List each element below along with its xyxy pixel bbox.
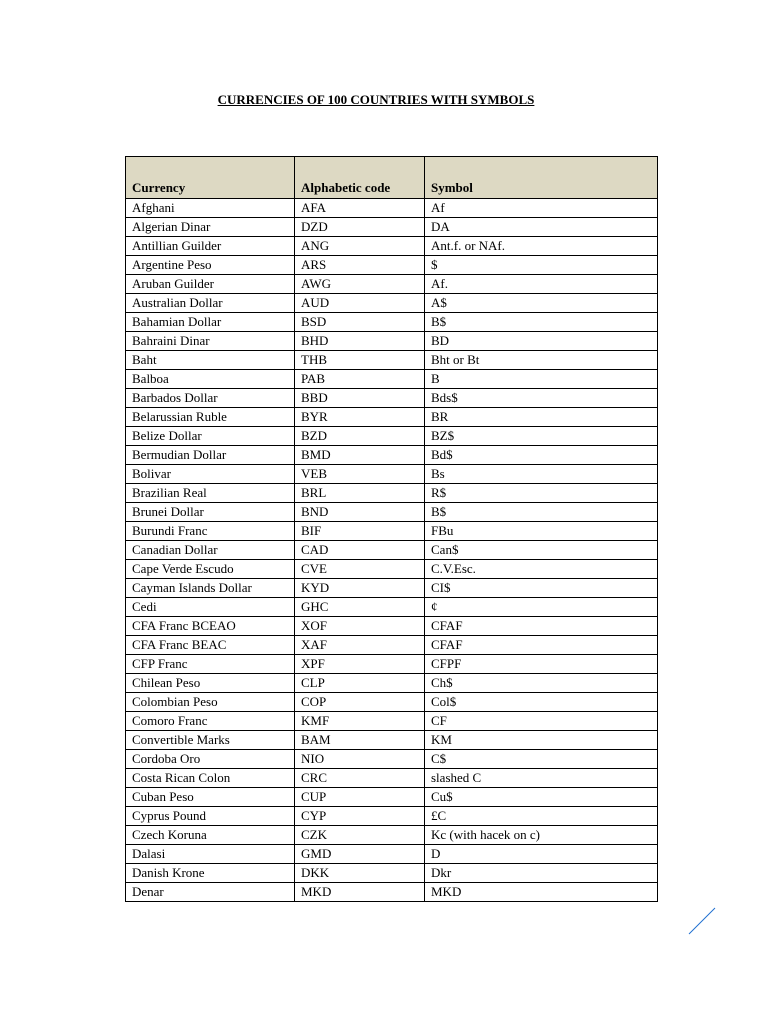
cell-symbol: CFPF — [425, 655, 658, 674]
header-symbol: Symbol — [425, 157, 658, 199]
table-row — [126, 522, 658, 541]
table-row — [126, 503, 658, 522]
cell-currency: Cape Verde Escudo — [126, 560, 295, 579]
table-row — [126, 484, 658, 503]
cell-alphabetic-code: XPF — [295, 655, 425, 674]
cell-symbol: Bd$ — [425, 446, 658, 465]
table-row — [126, 446, 658, 465]
cell-currency: Danish Krone — [126, 864, 295, 883]
cell-symbol: DA — [425, 218, 658, 237]
cell-alphabetic-code: AUD — [295, 294, 425, 313]
header-row — [126, 157, 658, 199]
cell-symbol: ¢ — [425, 598, 658, 617]
cell-alphabetic-code: AFA — [295, 199, 425, 218]
cell-symbol: C.V.Esc. — [425, 560, 658, 579]
cell-currency: Bahamian Dollar — [126, 313, 295, 332]
cell-currency: Baht — [126, 351, 295, 370]
cell-alphabetic-code: MKD — [295, 883, 425, 902]
cell-symbol: B$ — [425, 503, 658, 522]
table-row — [126, 427, 658, 446]
cell-currency: Australian Dollar — [126, 294, 295, 313]
table-row — [126, 712, 658, 731]
cell-symbol: B — [425, 370, 658, 389]
cell-alphabetic-code: XOF — [295, 617, 425, 636]
table-row — [126, 389, 658, 408]
table-row — [126, 332, 658, 351]
cell-symbol: D — [425, 845, 658, 864]
cell-currency: Brunei Dollar — [126, 503, 295, 522]
cell-alphabetic-code: VEB — [295, 465, 425, 484]
cell-currency: CFA Franc BEAC — [126, 636, 295, 655]
cell-alphabetic-code: BND — [295, 503, 425, 522]
cell-alphabetic-code: BAM — [295, 731, 425, 750]
table-row — [126, 560, 658, 579]
table-row — [126, 788, 658, 807]
cell-currency: CFA Franc BCEAO — [126, 617, 295, 636]
table-row — [126, 617, 658, 636]
table-row — [126, 237, 658, 256]
table-row — [126, 199, 658, 218]
cell-currency: Colombian Peso — [126, 693, 295, 712]
cell-symbol: FBu — [425, 522, 658, 541]
cell-alphabetic-code: CRC — [295, 769, 425, 788]
table-row — [126, 807, 658, 826]
table-row — [126, 256, 658, 275]
table-row — [126, 541, 658, 560]
cell-symbol: BR — [425, 408, 658, 427]
cell-alphabetic-code: BSD — [295, 313, 425, 332]
cell-currency: Comoro Franc — [126, 712, 295, 731]
cell-alphabetic-code: BZD — [295, 427, 425, 446]
table-row — [126, 636, 658, 655]
table-row — [126, 370, 658, 389]
cell-alphabetic-code: THB — [295, 351, 425, 370]
table-row — [126, 845, 658, 864]
cell-currency: Bolivar — [126, 465, 295, 484]
cell-currency: Cordoba Oro — [126, 750, 295, 769]
cell-symbol: MKD — [425, 883, 658, 902]
cell-currency: Cuban Peso — [126, 788, 295, 807]
cell-alphabetic-code: PAB — [295, 370, 425, 389]
cell-symbol: Bht or Bt — [425, 351, 658, 370]
table-row — [126, 294, 658, 313]
cell-symbol: Col$ — [425, 693, 658, 712]
cell-currency: Cyprus Pound — [126, 807, 295, 826]
cell-alphabetic-code: BYR — [295, 408, 425, 427]
cell-symbol: CI$ — [425, 579, 658, 598]
cell-alphabetic-code: BBD — [295, 389, 425, 408]
cell-alphabetic-code: CLP — [295, 674, 425, 693]
cell-alphabetic-code: CVE — [295, 560, 425, 579]
table-row — [126, 351, 658, 370]
table-row — [126, 826, 658, 845]
cell-currency: Argentine Peso — [126, 256, 295, 275]
cell-currency: Burundi Franc — [126, 522, 295, 541]
cell-alphabetic-code: BRL — [295, 484, 425, 503]
cell-alphabetic-code: BHD — [295, 332, 425, 351]
table-row — [126, 731, 658, 750]
cell-symbol: B$ — [425, 313, 658, 332]
table-row — [126, 769, 658, 788]
cell-symbol: A$ — [425, 294, 658, 313]
cell-currency: Afghani — [126, 199, 295, 218]
table-row — [126, 674, 658, 693]
diagonal-line-icon — [688, 906, 718, 936]
cell-symbol: Ant.f. or NAf. — [425, 237, 658, 256]
cell-currency: Czech Koruna — [126, 826, 295, 845]
cell-currency: Cedi — [126, 598, 295, 617]
document-title: CURRENCIES OF 100 COUNTRIES WITH SYMBOLS — [217, 92, 535, 107]
cell-alphabetic-code: BIF — [295, 522, 425, 541]
cell-symbol: $ — [425, 256, 658, 275]
cell-symbol: slashed C — [425, 769, 658, 788]
cell-currency: Chilean Peso — [126, 674, 295, 693]
cell-currency: Costa Rican Colon — [126, 769, 295, 788]
cell-currency: Algerian Dinar — [126, 218, 295, 237]
cell-alphabetic-code: XAF — [295, 636, 425, 655]
table-row — [126, 693, 658, 712]
cell-alphabetic-code: GHC — [295, 598, 425, 617]
table-row — [126, 218, 658, 237]
cell-currency: Belize Dollar — [126, 427, 295, 446]
cell-currency: Dalasi — [126, 845, 295, 864]
cell-symbol: BD — [425, 332, 658, 351]
table-row — [126, 465, 658, 484]
cell-symbol: Dkr — [425, 864, 658, 883]
cell-currency: Convertible Marks — [126, 731, 295, 750]
cell-symbol: £C — [425, 807, 658, 826]
cell-alphabetic-code: COP — [295, 693, 425, 712]
cell-alphabetic-code: ANG — [295, 237, 425, 256]
cell-symbol: R$ — [425, 484, 658, 503]
table-row — [126, 275, 658, 294]
cell-symbol: Af — [425, 199, 658, 218]
cell-alphabetic-code: BMD — [295, 446, 425, 465]
cell-alphabetic-code: CAD — [295, 541, 425, 560]
cell-symbol: Can$ — [425, 541, 658, 560]
cell-currency: Bermudian Dollar — [126, 446, 295, 465]
cell-currency: Bahraini Dinar — [126, 332, 295, 351]
cell-symbol: CFAF — [425, 617, 658, 636]
cell-currency: Antillian Guilder — [126, 237, 295, 256]
table-row — [126, 598, 658, 617]
header-currency: Currency — [126, 157, 295, 199]
cell-alphabetic-code: DKK — [295, 864, 425, 883]
table-row — [126, 313, 658, 332]
cell-currency: Canadian Dollar — [126, 541, 295, 560]
cell-currency: Belarussian Ruble — [126, 408, 295, 427]
table-row — [126, 655, 658, 674]
cell-alphabetic-code: CUP — [295, 788, 425, 807]
cell-symbol: BZ$ — [425, 427, 658, 446]
cell-alphabetic-code: CYP — [295, 807, 425, 826]
cell-currency: CFP Franc — [126, 655, 295, 674]
cell-alphabetic-code: AWG — [295, 275, 425, 294]
cell-alphabetic-code: NIO — [295, 750, 425, 769]
table-body — [126, 199, 658, 902]
cell-alphabetic-code: GMD — [295, 845, 425, 864]
cell-currency: Barbados Dollar — [126, 389, 295, 408]
table-row — [126, 579, 658, 598]
cell-currency: Denar — [126, 883, 295, 902]
cell-symbol: Bds$ — [425, 389, 658, 408]
cell-alphabetic-code: KYD — [295, 579, 425, 598]
table-row — [126, 408, 658, 427]
cell-alphabetic-code: ARS — [295, 256, 425, 275]
cell-symbol: Cu$ — [425, 788, 658, 807]
cell-symbol: Kc (with hacek on c) — [425, 826, 658, 845]
cell-currency: Brazilian Real — [126, 484, 295, 503]
cell-alphabetic-code: KMF — [295, 712, 425, 731]
cell-symbol: Bs — [425, 465, 658, 484]
cell-symbol: Af. — [425, 275, 658, 294]
table-row — [126, 750, 658, 769]
header-alphabetic-code: Alphabetic code — [295, 157, 425, 199]
currency-table — [125, 156, 658, 902]
cell-symbol: KM — [425, 731, 658, 750]
table-row — [126, 864, 658, 883]
cell-currency: Aruban Guilder — [126, 275, 295, 294]
cell-currency: Balboa — [126, 370, 295, 389]
table-row — [126, 883, 658, 902]
cell-currency: Cayman Islands Dollar — [126, 579, 295, 598]
cell-symbol: C$ — [425, 750, 658, 769]
cell-symbol: CF — [425, 712, 658, 731]
table-header — [126, 157, 658, 199]
cell-alphabetic-code: CZK — [295, 826, 425, 845]
cell-symbol: Ch$ — [425, 674, 658, 693]
cell-symbol: CFAF — [425, 636, 658, 655]
cell-alphabetic-code: DZD — [295, 218, 425, 237]
